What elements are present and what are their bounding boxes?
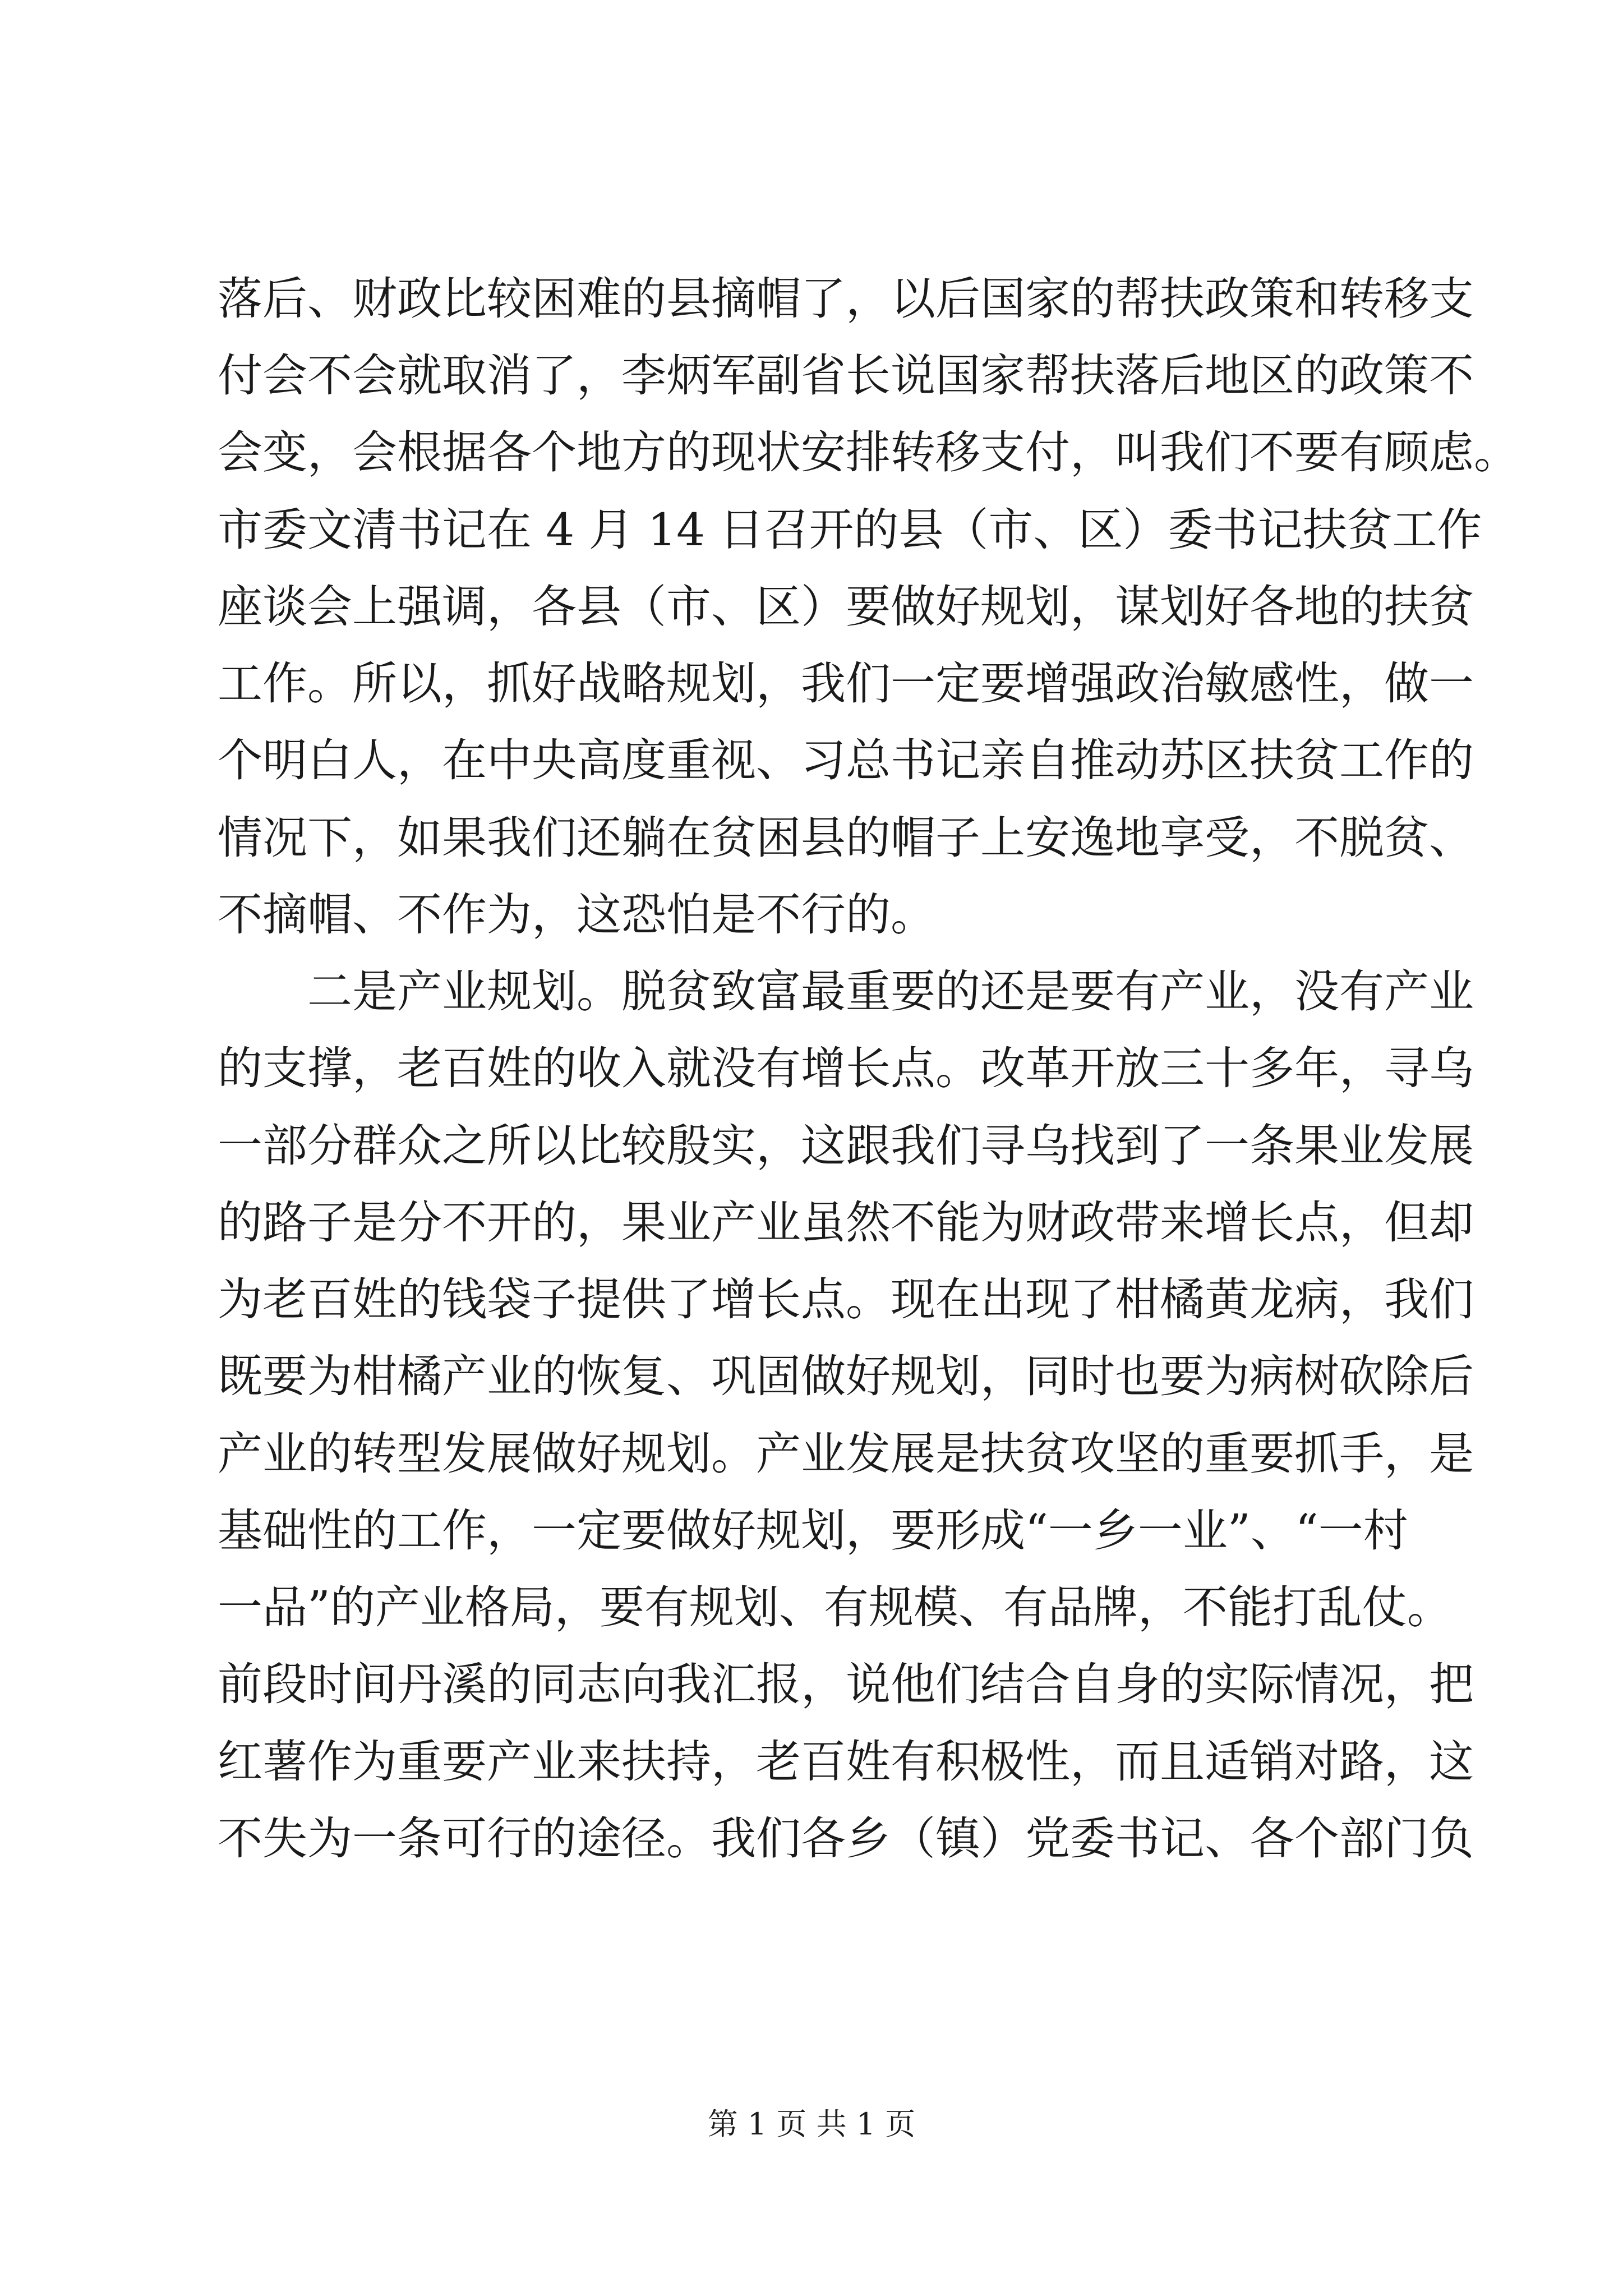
text-line: 的支撑，老百姓的收入就没有增长点。改革开放三十多年，寻乌 <box>218 1042 1474 1094</box>
text-line: 基础性的工作，一定要做好规划，要形成“一乡一业”、“一村 <box>218 1504 1408 1557</box>
text-line: 一品”的产业格局，要有规划、有规模、有品牌，不能打乱仗。 <box>218 1581 1452 1634</box>
text-line: 既要为柑橘产业的恢复、巩固做好规划，同时也要为病树砍除后 <box>218 1350 1474 1402</box>
text-line: 产业的转型发展做好规划。产业发展是扶贫攻坚的重要抓手，是 <box>218 1428 1474 1480</box>
text-line: 前段时间丹溪的同志向我汇报，说他们结合自身的实际情况，把 <box>218 1658 1474 1710</box>
text-line: 市委文清书记在 4 月 14 日召开的县（市、区）委书记扶贫工作 <box>218 504 1482 556</box>
page-footer: 第 1 页 共 1 页 <box>707 2106 916 2142</box>
text-line: 为老百姓的钱袋子提供了增长点。现在出现了柑橘黄龙病，我们 <box>218 1273 1474 1326</box>
text-line: 不摘帽、不作为，这恐怕是不行的。 <box>218 889 935 941</box>
text-line: 座谈会上强调，各县（市、区）要做好规划，谋划好各地的扶贫 <box>218 581 1474 633</box>
text-line: 二是产业规划。脱贫致富最重要的还是要有产业，没有产业 <box>218 965 1474 1018</box>
text-line: 落后、财政比较困难的县摘帽了，以后国家的帮扶政策和转移支 <box>218 273 1474 325</box>
text-line: 个明白人，在中央高度重视、习总书记亲自推动苏区扶贫工作的 <box>218 734 1474 786</box>
text-line: 付会不会就取消了，李炳军副省长说国家帮扶落后地区的政策不 <box>218 349 1474 402</box>
text-line: 的路子是分不开的，果业产业虽然不能为财政带来增长点，但却 <box>218 1197 1474 1249</box>
text-line: 工作。所以，抓好战略规划，我们一定要增强政治敏感性，做一 <box>218 657 1474 710</box>
text-line: 一部分群众之所以比较殷实，这跟我们寻乌找到了一条果业发展 <box>218 1120 1474 1172</box>
text-line: 情况下，如果我们还躺在贫困县的帽子上安逸地享受，不脱贫、 <box>218 812 1474 864</box>
text-line: 会变，会根据各个地方的现状安排转移支付，叫我们不要有顾虑。 <box>218 426 1519 478</box>
text-line: 红薯作为重要产业来扶持，老百姓有积极性，而且适销对路，这 <box>218 1736 1474 1788</box>
text-line: 不失为一条可行的途径。我们各乡（镇）党委书记、各个部门负 <box>218 1812 1474 1865</box>
